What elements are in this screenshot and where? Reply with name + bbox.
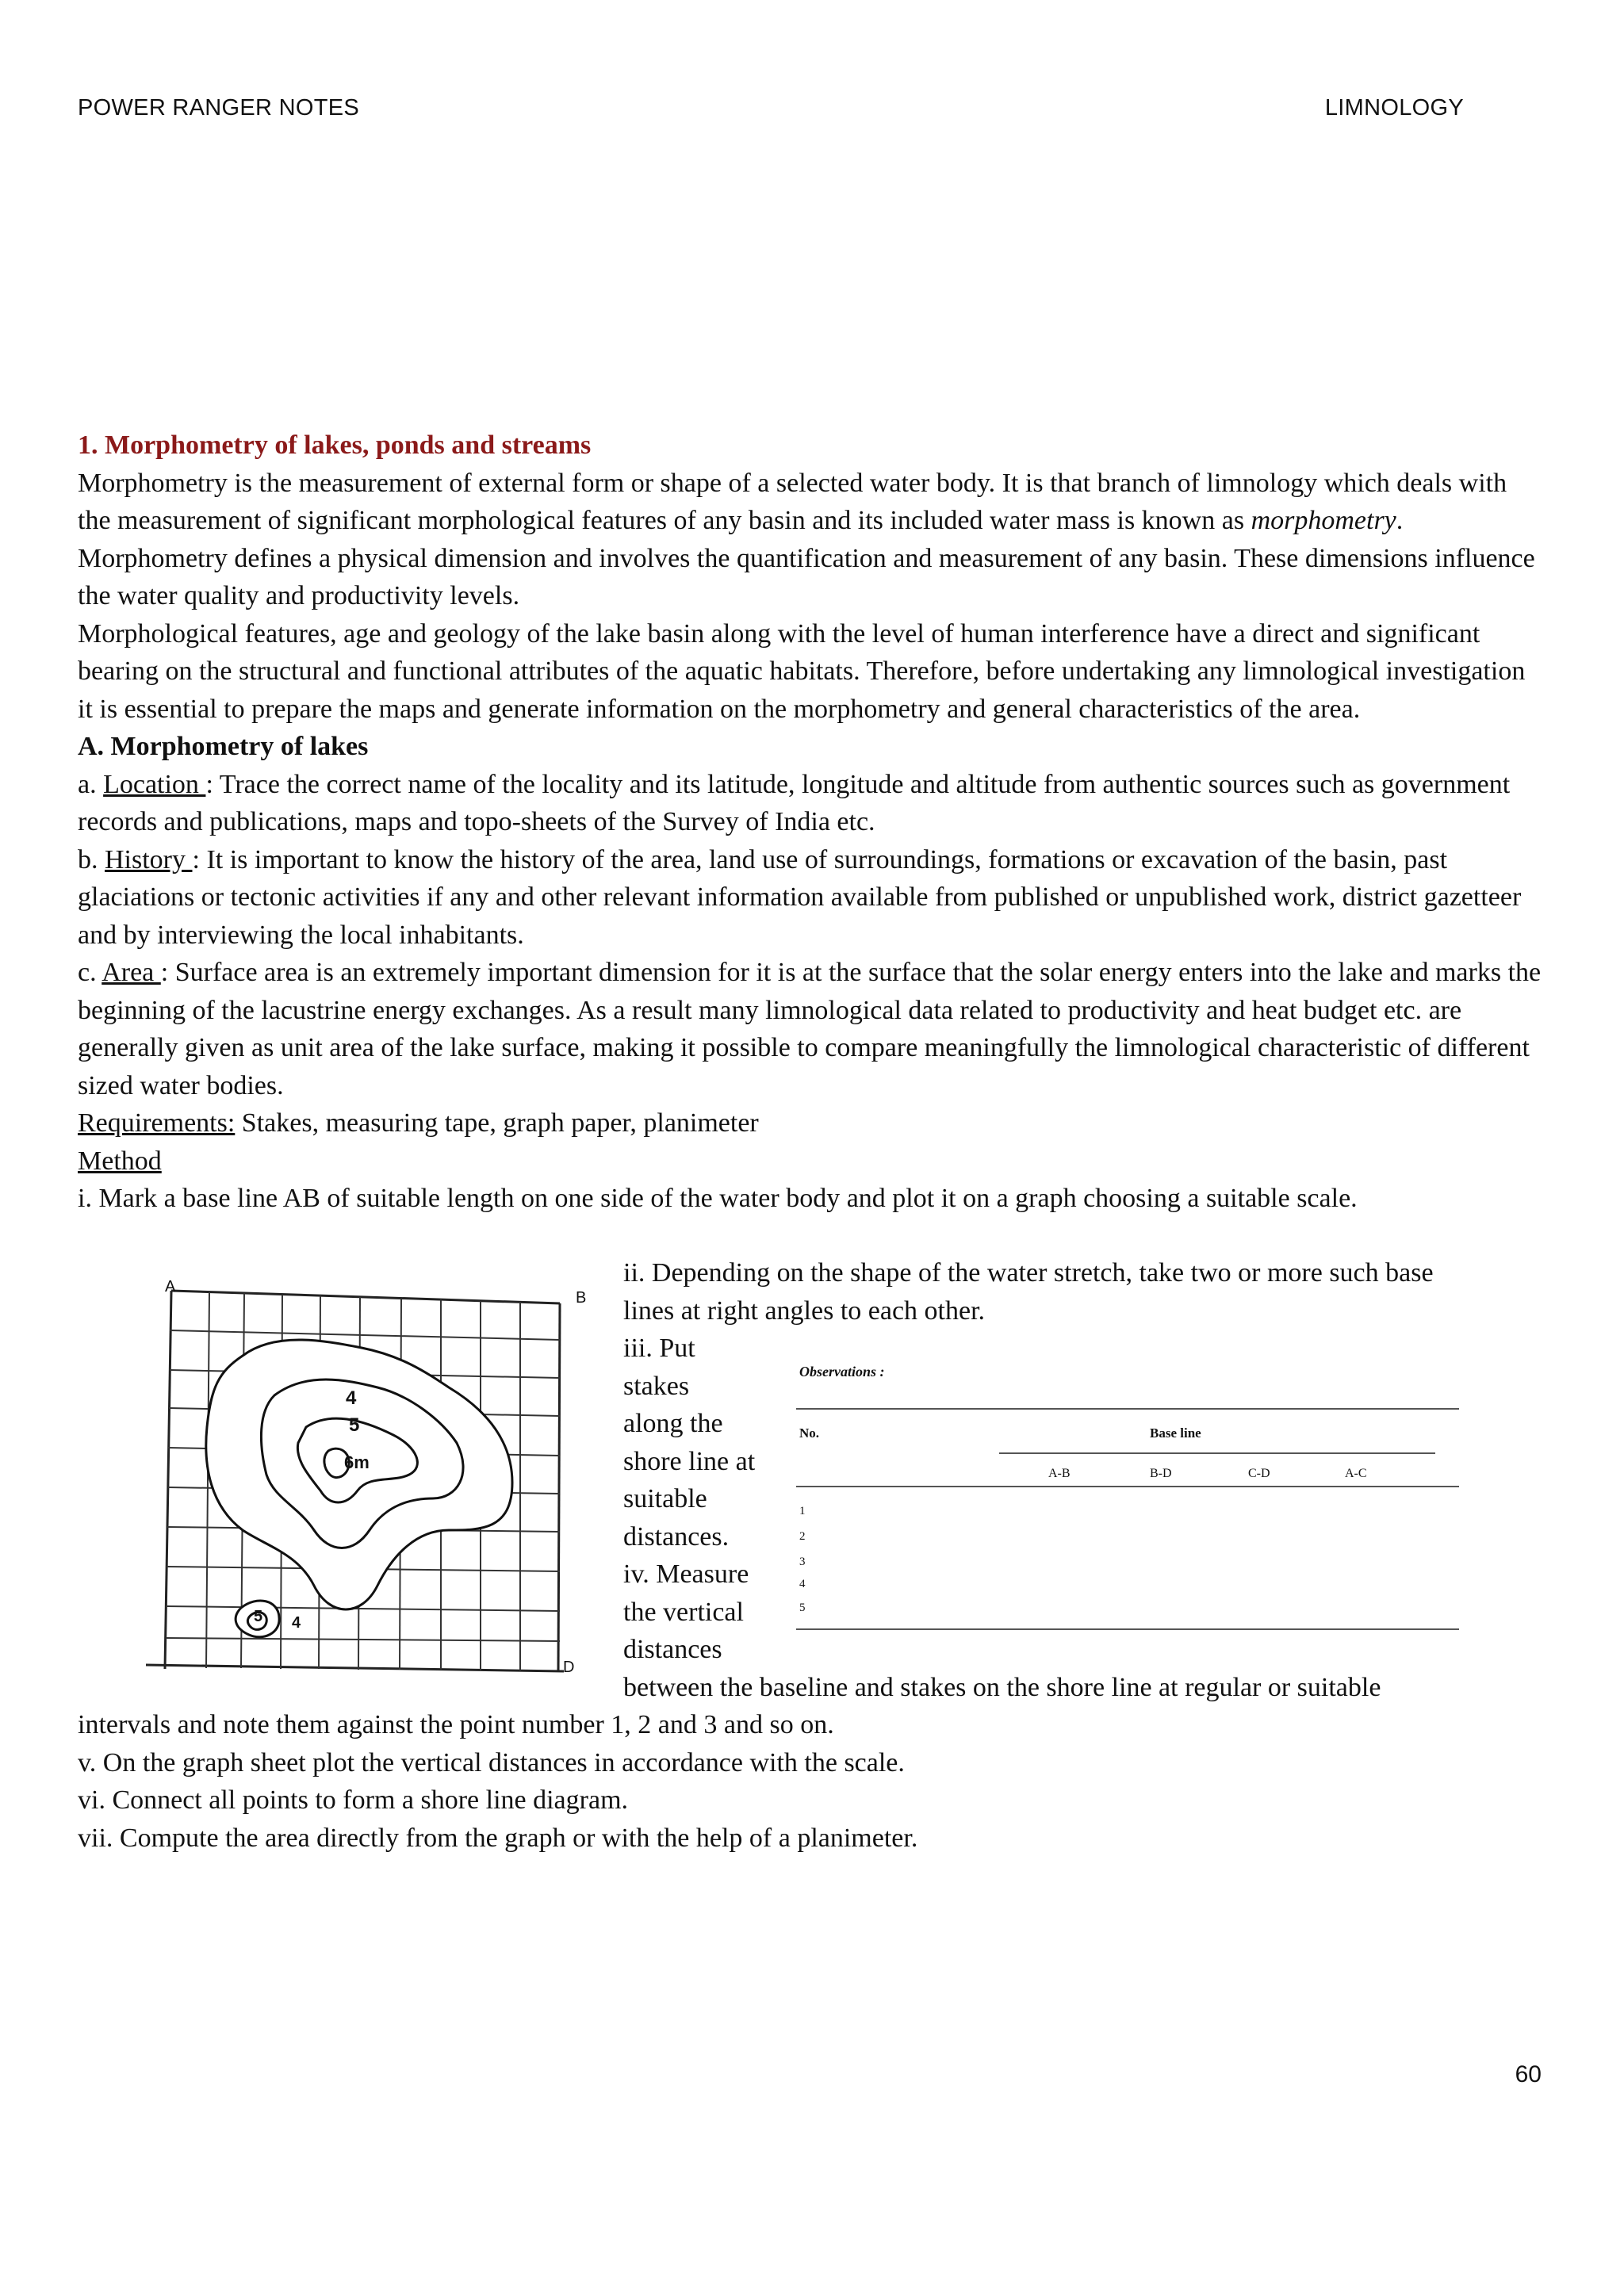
requirements-text: Stakes, measuring tape, graph paper, planimeter xyxy=(235,1108,759,1138)
method-label: Method xyxy=(78,1146,162,1176)
contour-label: 4 xyxy=(292,1614,301,1632)
item-history xyxy=(78,841,1545,955)
step-6: vi. Connect all points to form a shore line diagram. xyxy=(78,1785,629,1815)
section-title: 1. Morphometry of lakes, ponds and streams xyxy=(78,430,592,460)
item-history-text: : It is important to know the history of the area, land use of surroundings, formations or excavation of the basin, past glaciations or tectonic activities if any and other relevant information available from published or unpublished work, district gazetteer and by interviewing the local inhabitants. xyxy=(78,844,1522,950)
step-4-line: the vertical xyxy=(623,1597,744,1627)
table-rule-group xyxy=(999,1452,1435,1454)
table-rule-header xyxy=(796,1486,1459,1487)
step-7: vii. Compute the area directly from the graph or with the help of a planimeter. xyxy=(78,1823,918,1853)
table-col-no: No. xyxy=(799,1425,820,1441)
contour-lines xyxy=(206,1340,512,1637)
step-3-line: shore line at xyxy=(623,1446,756,1476)
item-location-prefix: a. xyxy=(78,769,104,799)
step-4-line: distances xyxy=(623,1635,722,1664)
step-2-line-b: lines at right angles to each other. xyxy=(623,1295,986,1326)
step-2-line-a: ii. Depending on the shape of the water stretch, take two or more such base xyxy=(623,1258,1434,1288)
table-rule-top xyxy=(796,1408,1459,1410)
item-history-prefix: b. xyxy=(78,844,105,874)
step-3-line: along the xyxy=(623,1409,723,1438)
step-3-line: stakes xyxy=(623,1371,690,1401)
observation-table xyxy=(785,1364,1467,1641)
requirements-label: Requirements: xyxy=(78,1108,236,1138)
table-caption: Observations : xyxy=(799,1364,885,1380)
table-row: 1 xyxy=(799,1505,806,1517)
header-right: LIMNOLOGY xyxy=(1324,95,1464,121)
table-row: 5 xyxy=(799,1601,806,1614)
item-location-text: : Trace the correct name of the locality and its latitude, longitude and altitude from authentic sources such as government records and publications, maps and topo-sheets of the Survey of India etc. xyxy=(78,769,1511,836)
requirements xyxy=(78,1104,1545,1142)
table-row: 2 xyxy=(799,1530,806,1543)
contour-label: 6m xyxy=(344,1452,370,1472)
item-area-prefix: c. xyxy=(78,958,102,987)
item-history-label: History xyxy=(105,844,193,874)
shoreline-figure xyxy=(140,1269,587,1681)
step-3-line: iii. Put xyxy=(623,1334,695,1363)
main-text xyxy=(78,427,1545,1218)
corner-label-d: D xyxy=(563,1659,575,1676)
table-header-cell: A-B xyxy=(1048,1467,1071,1480)
corner-label-b: B xyxy=(576,1289,587,1307)
step-4-end: intervals and note them against the point number 1, 2 and 3 and so on. xyxy=(78,1710,834,1739)
para1-pre: Morphometry is the measurement of external form or shape of a selected water body. It is that branch of limnology which deals with the measurement of significant morphological features of any basin and its included water mass is known as xyxy=(78,468,1507,535)
paragraph-features: Morphological features, age and geology of the lake basin along with the level of human interference have a direct and significant bearing on the structural and functional attributes of the aquatic habitats. Therefore, before undertaking any limnological investigation it is essential to prepare the maps and generate information on the morphometry and general characteristics of the area. xyxy=(78,618,1526,724)
step-4-line: iv. Measure xyxy=(623,1559,749,1589)
step-2-block xyxy=(623,1254,1559,1330)
page-number: 60 xyxy=(1515,2061,1542,2087)
item-area-label: Area xyxy=(102,958,161,987)
subsection-title: A. Morphometry of lakes xyxy=(78,732,369,761)
table-header-cell: A-C xyxy=(1345,1467,1367,1480)
item-area xyxy=(78,954,1545,1104)
header-left: POWER RANGER NOTES xyxy=(78,95,360,121)
contour-label: 5 xyxy=(349,1414,360,1436)
step-4-continued: between the baseline and stakes on the shore line at regular or suitable xyxy=(623,1673,1381,1702)
item-location xyxy=(78,766,1545,841)
step-3-4-column xyxy=(623,1330,782,1669)
step-5: v. On the graph sheet plot the vertical distances in accordance with the scale. xyxy=(78,1747,905,1777)
table-group-header: Base line xyxy=(1150,1425,1201,1441)
table-row: 3 xyxy=(799,1556,806,1568)
paragraph-definition xyxy=(78,465,1545,615)
para1-term: morphometry xyxy=(1251,506,1396,535)
contour-label: 5 xyxy=(254,1608,263,1625)
item-area-text: : Surface area is an extremely important dimension for it is at the surface that the solar energy enters into the lake and marks the beginning of the lacustrine energy exchanges. As a result many limnological data related to productivity and heat budget etc. are generally given as unit area of the lake surface, making it possible to compare meaningfully the limnological characteristic of different sized water bodies. xyxy=(78,958,1542,1100)
table-header-cell: B-D xyxy=(1150,1467,1172,1480)
item-location-label: Location xyxy=(103,769,206,799)
step-1: i. Mark a base line AB of suitable length on one side of the water body and plot it on a graph choosing a suitable scale. xyxy=(78,1184,1358,1213)
table-header-cell: C-D xyxy=(1248,1467,1270,1480)
step-3-line: suitable xyxy=(623,1484,707,1513)
corner-label-a: A xyxy=(165,1278,176,1295)
table-rule-bottom xyxy=(796,1628,1459,1630)
step-3-line: distances. xyxy=(623,1521,730,1552)
para1-post: . Morphometry defines a physical dimension and involves the quantification and measurement of any basin. These dimensions influence the water quality and productivity levels. xyxy=(78,506,1535,610)
table-row: 4 xyxy=(799,1578,806,1590)
final-steps xyxy=(78,1706,1545,1857)
contour-label: 4 xyxy=(346,1387,357,1409)
